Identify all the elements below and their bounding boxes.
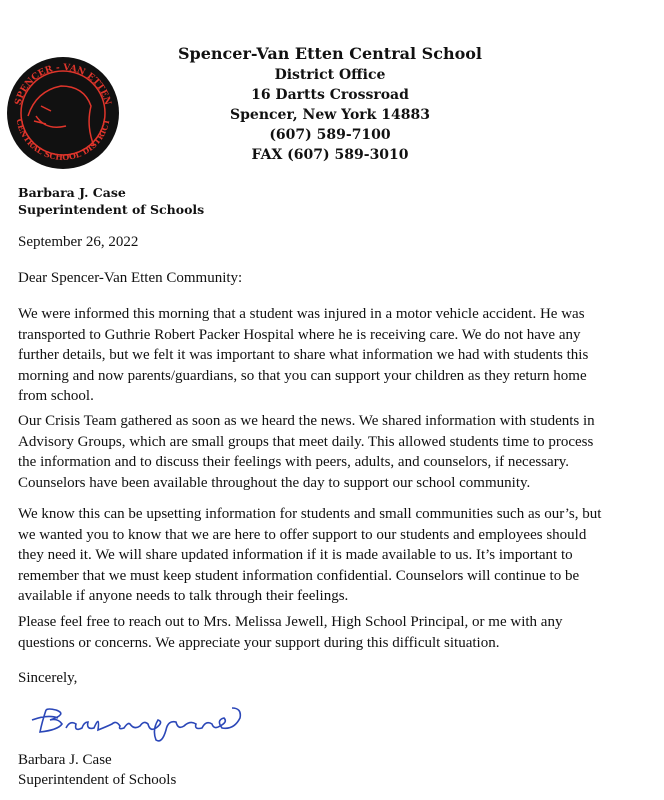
paragraph-line: morning and now parents/guardians, so that you can support your children as they return home (18, 367, 587, 384)
sender-title: Superintendent of Schools (18, 202, 205, 217)
paragraph-line: further details, but we felt it was important to share what information we had with students this (18, 347, 589, 364)
paragraph-line: remember that we must keep student information confidential. Counselors will continue to be (18, 567, 580, 584)
paragraph-line: available if anyone needs to talk through their feelings. (18, 588, 349, 605)
signoff-title: Superintendent of Schools (18, 772, 177, 788)
school-name: Spencer-Van Etten Central School (178, 44, 482, 63)
body-paragraph (18, 411, 595, 493)
handwritten-signature (28, 700, 258, 745)
paragraph-line: transported to Guthrie Robert Packer Hospital where he is receiving care. We do not have any (18, 326, 581, 343)
body-paragraph (18, 612, 562, 653)
street-address: 16 Dartts Crossroad (251, 87, 409, 103)
paragraph-line: questions or concerns. We appreciate your support during this difficult situation. (18, 634, 500, 651)
letterhead (120, 43, 540, 165)
closing: Sincerely, (18, 670, 78, 686)
city-state-zip: Spencer, New York 14883 (230, 107, 430, 123)
paragraph-line: they need it. We will share updated information if it is made available to us. It’s important to (18, 547, 573, 564)
body-paragraph (18, 504, 601, 607)
paragraph-line: Counselors have been available throughout the day to support our school community. (18, 474, 531, 491)
body-paragraph (18, 304, 588, 407)
paragraph-line: We know this can be upsetting information for students and small communities such as our’s, but (18, 506, 602, 522)
office-name: District Office (274, 67, 386, 83)
sender-name: Barbara J. Case (18, 185, 126, 200)
signoff-name: Barbara J. Case (18, 752, 112, 768)
svg-text:CENTRAL SCHOOL DISTRICT: CENTRAL SCHOOL DISTRICT (14, 117, 112, 163)
paragraph-line: the information and to discuss their feelings with peers, adults, and counselors, if necessary. (18, 454, 569, 471)
paragraph-line: from school. (18, 388, 94, 405)
paragraph-line: Advisory Groups, which are small groups that meet daily. This allowed students time to process (18, 433, 594, 450)
paragraph-line: Our Crisis Team gathered as soon as we heard the news. We shared information with students in (18, 413, 595, 429)
svg-text:SPENCER - VAN ETTEN: SPENCER - VAN ETTEN (13, 62, 113, 107)
salutation: Dear Spencer-Van Etten Community: (18, 270, 243, 286)
paragraph-line: Please feel free to reach out to Mrs. Melissa Jewell, High School Principal, or me with any (18, 614, 563, 630)
phone-number: (607) 589-7100 (269, 127, 391, 143)
fax-number: FAX (607) 589-3010 (251, 147, 409, 163)
school-district-logo (6, 56, 120, 170)
paragraph-line: We were informed this morning that a student was injured in a motor vehicle accident. He was (18, 306, 585, 322)
paragraph-line: we wanted you to know that we are here to offer support to our students and employees should (18, 526, 587, 543)
letter-date: September 26, 2022 (18, 234, 139, 250)
